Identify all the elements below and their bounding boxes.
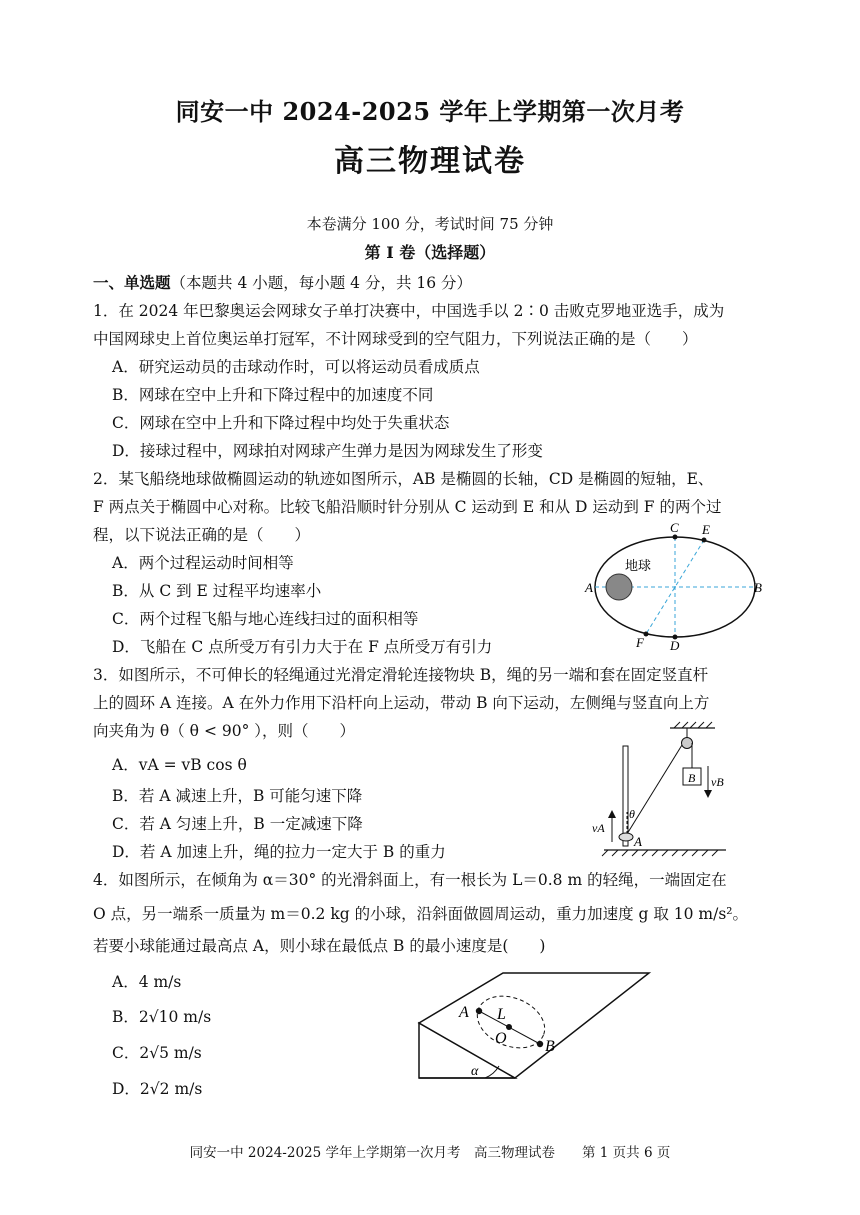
label-b: B [688, 771, 696, 785]
q4-option-c: C．2√5 m/s [112, 1044, 202, 1062]
q4-option-a: A．4 m/s [112, 973, 182, 991]
ring-a [619, 833, 633, 841]
rope [627, 745, 682, 834]
earth-label: 地球 [625, 558, 652, 573]
incline-figure [415, 965, 655, 1085]
q2-line-2: F 两点关于椭圆中心对称。比较飞船沿顺时针分别从 C 运动到 E 和从 D 运动到 F 的两个过 [93, 498, 722, 516]
label-vb: vB [711, 775, 724, 789]
q4-line-2: O 点，另一端系一质量为 m＝0.2 kg 的小球，沿斜面做圆周运动，重力加速度 g 取 10 m/s²。 [93, 905, 749, 923]
q4-option-d: D．2√2 m/s [112, 1080, 203, 1098]
point-a [476, 1008, 482, 1014]
page-footer: 同安一中 2024-2025 学年上学期第一次月考 高三物理试卷 第 1 页共 6 页 [189, 1145, 671, 1161]
q2-option-c: C．两个过程飞船与地心连线扫过的面积相等 [112, 610, 419, 628]
q4-line-3: 若要小球能通过最高点 A，则小球在最低点 B 的最小速度是( ) [93, 937, 546, 955]
label-c: C [670, 520, 679, 535]
label-a: A [585, 580, 593, 595]
label-a: A [634, 834, 642, 849]
q3-option-c: C．若 A 匀速上升，B 一定减速下降 [112, 815, 363, 833]
q1-option-a: A．研究运动员的击球动作时，可以将运动员看成质点 [112, 358, 480, 376]
label-b: B [545, 1038, 555, 1055]
q4-line-1: 4．如图所示，在倾角为 α＝30° 的光滑斜面上，有一根长为 L＝0.8 m 的轻绳，一端固定在 [93, 871, 727, 889]
q1-line-2: 中国网球史上首位奥运单打冠军，不计网球受到的空气阻力，下列说法正确的是（ ） [93, 330, 698, 348]
section-heading [93, 271, 472, 293]
ellipse-orbit-figure [580, 520, 770, 652]
q3-line-1: 3．如图所示，不可伸长的轻绳通过光滑定滑轮连接物块 B，绳的另一端和套在固定竖直杆 [93, 666, 709, 684]
label-l: L [497, 1006, 506, 1023]
pulley [682, 738, 693, 749]
q2-option-b: B．从 C 到 E 过程平均速率小 [112, 582, 322, 600]
part-heading: 第 I 卷（选择题） [364, 243, 496, 262]
point-e [702, 538, 707, 543]
label-a: A [459, 1004, 469, 1021]
label-o: O [495, 1030, 507, 1047]
q4-option-b: B．2√10 m/s [112, 1008, 212, 1026]
section-note: （本题共 4 小题，每小题 4 分，共 16 分） [170, 274, 473, 292]
section-title: 一、单选题 [93, 273, 171, 292]
q3-line-2: 上的圆环 A 连接。A 在外力作用下沿杆向上运动，带动 B 向下运动，左侧绳与竖直向上方 [93, 694, 710, 712]
q3-option-b: B．若 A 减速上升，B 可能匀速下降 [112, 787, 363, 805]
q1-line-1: 1．在 2024 年巴黎奥运会网球女子单打决赛中，中国选手以 2∶0 击败克罗地亚选手，成为 [93, 302, 725, 320]
point-o [506, 1024, 512, 1030]
point-f [644, 632, 649, 637]
label-b: B [754, 580, 762, 595]
q1-option-d: D．接球过程中，网球拍对网球产生弹力是因为网球发生了形变 [112, 442, 543, 460]
point-b [537, 1041, 543, 1047]
pulley-figure [590, 720, 730, 860]
exam-title: 同安一中 2024-2025 学年上学期第一次月考 [175, 97, 685, 126]
q2-option-d: D．飞船在 C 点所受万有引力大于在 F 点所受万有引力 [112, 638, 493, 656]
q2-line-1: 2．某飞船绕地球做椭圆运动的轨迹如图所示，AB 是椭圆的长轴，CD 是椭圆的短轴，E、 [93, 470, 714, 488]
exam-info: 本卷满分 100 分，考试时间 75 分钟 [306, 215, 554, 233]
q3-option-a: A．vA = vB cos θ [112, 756, 247, 774]
label-va: vA [592, 821, 605, 835]
label-e: E [702, 522, 710, 537]
q1-option-b: B．网球在空中上升和下降过程中的加速度不同 [112, 386, 434, 404]
q2-option-a: A．两个过程运动时间相等 [112, 554, 294, 572]
label-f: F [636, 635, 644, 650]
q1-option-c: C．网球在空中上升和下降过程中均处于失重状态 [112, 414, 450, 432]
label-alpha: α [471, 1064, 479, 1079]
exam-subtitle: 高三物理试卷 [334, 144, 526, 179]
q3-line-3: 向夹角为 θ（ θ < 90° ），则（ ） [93, 722, 356, 740]
q3-option-d: D．若 A 加速上升，绳的拉力一定大于 B 的重力 [112, 843, 446, 861]
q2-line-3: 程，以下说法正确的是（ ） [93, 526, 311, 544]
earth-circle [606, 574, 632, 600]
label-theta: θ [629, 807, 635, 821]
point-c [673, 535, 678, 540]
label-d: D [670, 638, 680, 652]
